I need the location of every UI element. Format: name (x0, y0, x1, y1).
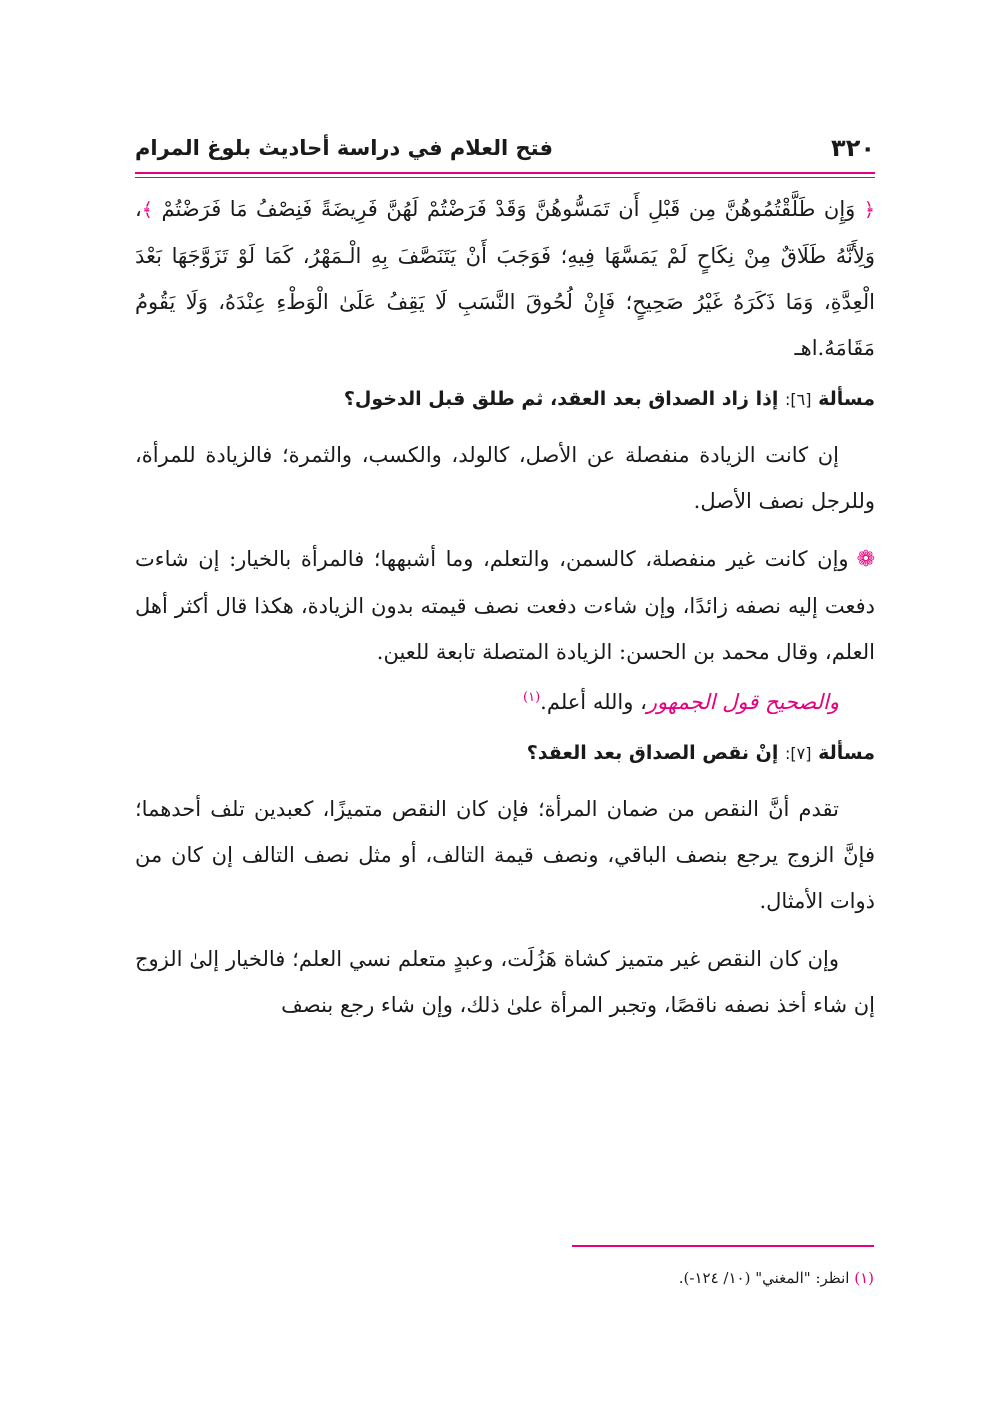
paragraph-2: إن كانت الزيادة منفصلة عن الأصل، كالولد، والكسب، والثمرة؛ فالزيادة للمرأة، وللرجل نصف الأصل. (135, 443, 875, 513)
question-number: [٧]: (785, 744, 812, 763)
page-number: ٣٢٠ (831, 134, 875, 162)
quran-close-bracket: ﴾ (141, 199, 153, 221)
paragraph-5: تقدم أنَّ النقص من ضمان المرأة؛ فإن كان النقص متميزًا، كعبدين تلف أحدهما؛ فإنَّ الزوج يرجع بنصف الباقي، ونصف قيمة التالف، أو مثل نصف التالف إن كان من ذوات الأمثال. (135, 797, 875, 913)
question-number: [٦]: (785, 390, 812, 409)
question-heading-6 (135, 379, 875, 420)
paragraph-quran (135, 186, 875, 371)
footnote-text: انظر: "المغني" (١٠/ ١٢٤-). (678, 1269, 850, 1287)
paragraph-6: وإن كان النقص غير متميز كشاة هَزُلَت، وعبدٍ متعلم نسي العلم؛ فالخيار إلىٰ الزوج إن شاء أخذ نصفه ناقصًا، وتجبر المرأة علىٰ ذلك، وإن شاء رجع بنصف (135, 947, 875, 1017)
footnote (134, 1266, 874, 1290)
question-heading-7 (135, 733, 875, 774)
footnote-marker: (١) (854, 1269, 874, 1287)
page-header (135, 128, 875, 168)
question-label: مسألة (818, 388, 875, 410)
paragraph-3 (135, 536, 875, 675)
question-title: إنْ نقص الصداق بعد العقد؟ (526, 742, 779, 764)
quran-open-bracket: ﴿ (863, 199, 875, 221)
footnote-rule (572, 1245, 874, 1247)
paragraph-4 (135, 675, 875, 725)
question-label: مسألة (818, 742, 875, 764)
book-title: فتح العلام في دراسة أحاديث بلوغ المرام (135, 136, 553, 160)
flower-ornament-icon: ❁ (856, 547, 875, 572)
paragraph-text: وإن كانت غير منفصلة، كالسمن، والتعلم، وما أشبهها؛ فالمرأة بالخيار: إن شاءت دفعت إليه نصفه زائدًا، وإن شاءت دفعت نصف قيمته بدون الزيادة، هكذا قال أكثر أهل العلم، وقال محمد بن الحسن: الزيادة المتصلة تابعة للعين. (135, 547, 875, 664)
paragraph-text: ، والله أعلم. (540, 690, 647, 714)
paragraph-text: ، وَلِأَنَّهُ طَلَاقٌ مِنْ نِكَاحٍ لَمْ يَمَسَّهَا فِيهِ؛ فَوَجَبَ أَنْ يَتَنَصَّفَ بِهِ الْـمَهْرُ، كَمَا لَوْ تَزَوَّجَهَا بَعْدَ الْعِدَّةِ، وَمَا ذَكَرَهُ غَيْرُ صَحِيحٍ؛ فَإِنْ لُحُوقَ النَّسَبِ لَا يَقِفُ عَلَىٰ الْوَطْءِ عِنْدَهُ، وَلَا يَقُومُ مَقَامَهُ.اهـ (135, 197, 875, 360)
quran-verse: وَإِن طَلَّقْتُمُوهُنَّ مِن قَبْلِ أَن تَمَسُّوهُنَّ وَقَدْ فَرَضْتُمْ لَهُنَّ فَرِيضَةً فَنِصْفُ مَا فَرَضْتُمْ (161, 197, 856, 221)
footnote-reference: (١) (523, 690, 541, 705)
highlighted-opinion: والصحيح قول الجمهور (646, 690, 839, 714)
header-rule-thick (135, 172, 875, 174)
question-title: إذا زاد الصداق بعد العقد، ثم طلق قبل الدخول؟ (343, 388, 779, 410)
page-body (135, 186, 875, 1028)
header-rule-thin (135, 177, 875, 178)
